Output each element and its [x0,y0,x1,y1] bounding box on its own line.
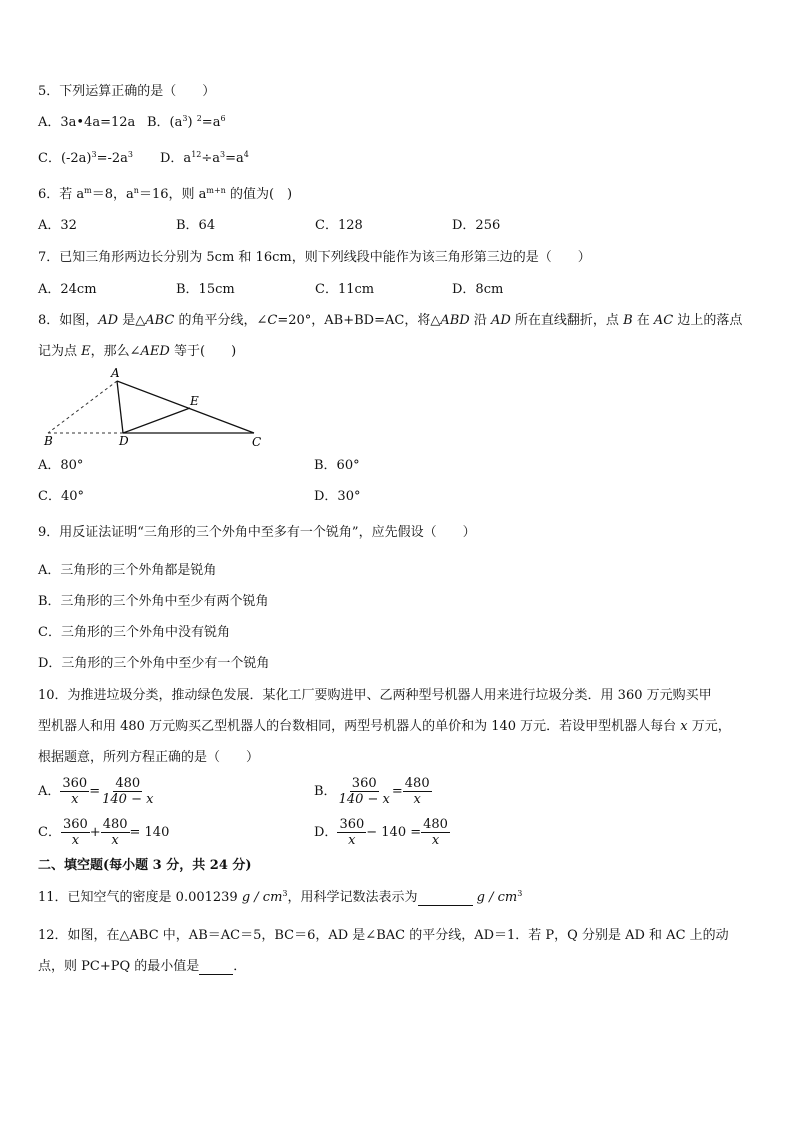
q12-answer-blank[interactable] [199,962,233,975]
q6-option-d: D．256 [452,218,501,233]
q10-option-d: D． $\frac{360}{x}$ − 140 = $\frac{480}{x}$ [314,817,448,848]
q11-stem: 11．已知空气的密度是 0.001239 g / $cm^3$，用科学记数法表示为 g / $cm^3$ [38,889,523,905]
q5-option-a: A．3a•4a=12a [38,115,136,130]
triangle-figure [40,363,280,453]
line-ad [117,381,123,433]
q7-stem: 7．已知三角形两边长分别为 5cm 和 16cm，则下列线段中能作为该三角形第三边的是（ ） [38,250,591,265]
dashed-line-ab [48,381,117,433]
q10-option-a: A． $\frac{360}{x}$ = $\frac{480}{140 - x}$ [38,776,154,807]
q7-option-d: D．8cm [452,282,504,297]
label-c: C [252,435,262,449]
label-d: D [119,434,129,448]
q10-stem-line1: 10．为推进垃圾分类，推动绿色发展．某化工厂要购进甲、乙两种型号机器人用来进行垃圾分类．用 360 万元购买甲 [38,688,712,703]
q10-option-c: C． $\frac{360}{x}$ + $\frac{480}{x}$ = 140 [38,817,170,848]
label-a: A [111,366,120,380]
q5-option-b: B．$(a^3)$ $^2=a^6$ [147,114,226,130]
q5-option-c: C．$(-2a)^3=-2a^3$ [38,150,134,166]
q10-option-b: B． $\frac{360}{140 - x}$ = $\frac{480}{x}$ [314,776,430,807]
line-de [123,408,190,433]
label-e: E [190,394,199,408]
q8-option-b: B．60° [314,458,360,473]
q7-option-c: C．11cm [315,282,375,297]
q6-option-b: B．64 [176,218,216,233]
q5-option-d: D．$a^{12}\div a^3=a^4$ [160,150,249,166]
q9-stem: 9．用反证法证明“三角形的三个外角中至多有一个锐角”，应先假设（ ） [38,525,476,540]
q6-stem: 6．若 $a^m=8$，$a^n=16$，则 $a^{m+n}$ 的值为( ) [38,186,293,202]
q9-option-a: A．三角形的三个外角都是锐角 [38,563,217,578]
q10-stem-line2: 型机器人和用 480 万元购买乙型机器人的台数相同，两型号机器人的单价和为 140 万元．若设甲型机器人每台 x 万元， [38,719,731,734]
line-ac [117,381,254,433]
label-b: B [44,434,53,448]
section-heading: 二、填空题(每小题 3 分，共 24 分) [38,858,252,873]
q10-stem-line3: 根据题意，所列方程正确的是（ ） [38,750,260,765]
q6-option-c: C．128 [315,218,363,233]
q9-option-c: C．三角形的三个外角中没有锐角 [38,625,230,640]
q8-stem-line1: 8．如图，AD 是△ABC 的角平分线，∠C=20°，AB+BD=AC，将△ABD 沿 AD 所在直线翻折，点 B 在 AC 边上的落点 [38,313,743,328]
q8-stem-line2: 记为点 E，那么∠AED 等于( ) [38,344,237,359]
q6-option-a: A．32 [38,218,77,233]
q12-stem-line1: 12．如图，在△ABC 中，AB＝AC＝5，BC＝6，AD 是∠BAC 的平分线，AD＝1．若 P，Q 分别是 AD 和 AC 上的动 [38,928,729,943]
q7-option-a: A．24cm [38,282,97,297]
q8-option-c: C．40° [38,489,84,504]
q8-option-a: A．80° [38,458,84,473]
q11-answer-blank[interactable] [418,893,473,906]
q9-option-b: B．三角形的三个外角中至少有两个锐角 [38,594,269,609]
q5-stem: 5．下列运算正确的是（ ） [38,84,216,99]
q8-option-d: D．30° [314,489,361,504]
q7-option-b: B．15cm [176,282,235,297]
q12-stem-line2: 点，则 PC+PQ 的最小值是 ． [38,959,247,974]
q9-option-d: D．三角形的三个外角中至少有一个锐角 [38,656,270,671]
